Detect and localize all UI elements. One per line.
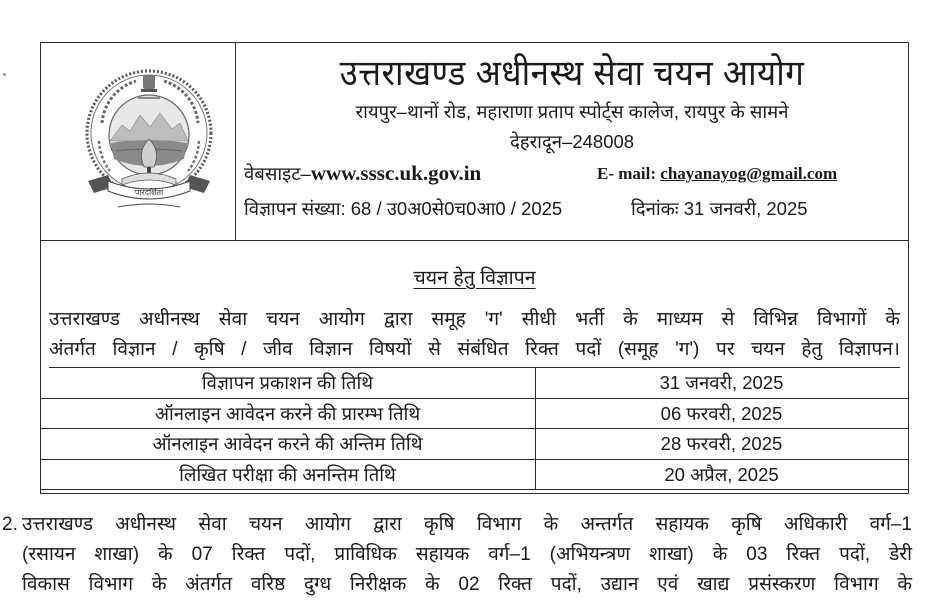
letterhead-info: [236, 43, 908, 240]
date-label: विज्ञापन प्रकाशन की तिथि: [40, 368, 535, 398]
advertisement-number: विज्ञापन संख्या: 68 / उ0अ0से0च0आ0 / 2025: [244, 198, 563, 219]
date-value: 28 फरवरी, 2025: [535, 429, 908, 460]
logo-cell: [41, 43, 236, 240]
date-label: ऑनलाइन आवेदन करने की अन्तिम तिथि: [40, 429, 535, 460]
svg-text:पारदर्शिता: पारदर्शिता: [134, 188, 164, 197]
website-link[interactable]: www.sssc.uk.gov.in: [310, 161, 482, 185]
organization-city: देहरादून–248008: [509, 131, 635, 152]
notice-heading-text: चयन हेतु विज्ञापन: [413, 267, 536, 289]
notice-body-line: अंतर्गत विज्ञान / कृषि / जीव विज्ञान विषयों से संबंधित रिक्त पदों (समूह 'ग') पर चयन हेतु विज्ञापन।: [49, 339, 900, 360]
date-label: ऑनलाइन आवेदन करने की प्रारम्भ तिथि: [40, 398, 535, 429]
paragraph-number: 2.: [2, 514, 18, 535]
notice-body: [49, 305, 900, 368]
table-row: [40, 368, 908, 398]
notice-heading: [41, 263, 908, 290]
notice-frame: [40, 42, 909, 494]
email-label: E- mail:: [597, 164, 661, 183]
notice-body-line: उत्तराखण्ड अधीनस्थ सेवा चयन आयोग द्वारा समूह 'ग' सीधी भर्ती के माध्यम से विभिन्न विभागों के: [49, 309, 900, 330]
date-value: 06 फरवरी, 2025: [535, 398, 908, 429]
organization-title: उत्तराखण्ड अधीनस्थ सेवा चयन आयोग: [339, 52, 805, 93]
email-link[interactable]: chayanayog@gmail.com: [660, 164, 838, 183]
paragraph-line: उत्तराखण्ड अधीनस्थ सेवा चयन आयोग द्वारा कृषि विभाग के अन्तर्गत सहायक कृषि अधिकारी वर्ग–1: [22, 514, 912, 535]
paragraph-line: (रसायन शाखा) के 07 रिक्त पदों, प्राविधिक सहायक वर्ग–1 (अभियन्त्रण शाखा) के 03 रिक्त पदों, डेरी: [22, 544, 912, 565]
date-value: 31 जनवरी, 2025: [535, 368, 908, 398]
paragraph-text: [22, 510, 912, 600]
scan-speck: [3, 73, 6, 76]
table-row: [40, 429, 908, 460]
advertisement-meta: [244, 196, 898, 221]
table-row: [40, 459, 908, 490]
date-value: 20 अप्रैल, 2025: [535, 459, 908, 490]
contact-row: [244, 161, 898, 186]
table-row: [40, 398, 908, 429]
letterhead: [41, 43, 908, 241]
paragraph-line: विकास विभाग के अंतर्गत वरिष्ठ दुग्ध निरीक्षक के 02 रिक्त पदों, उद्यान एवं खाद्य प्रसंस्करण विभाग के: [22, 574, 912, 595]
organization-address: रायपुर–थानों रोड, महाराणा प्रताप स्पोर्ट्स कालेज, रायपुर के सामने: [355, 101, 789, 122]
date-label: लिखित परीक्षा की अनन्तिम तिथि: [40, 459, 535, 490]
emblem-seal-icon: [74, 63, 224, 213]
email-block: [597, 164, 837, 184]
website-label: वेबसाइट–: [244, 163, 311, 184]
advertisement-date: दिनांकः 31 जनवरी, 2025: [631, 198, 808, 219]
important-dates-table: [40, 368, 909, 490]
paragraph-2: [2, 510, 912, 600]
